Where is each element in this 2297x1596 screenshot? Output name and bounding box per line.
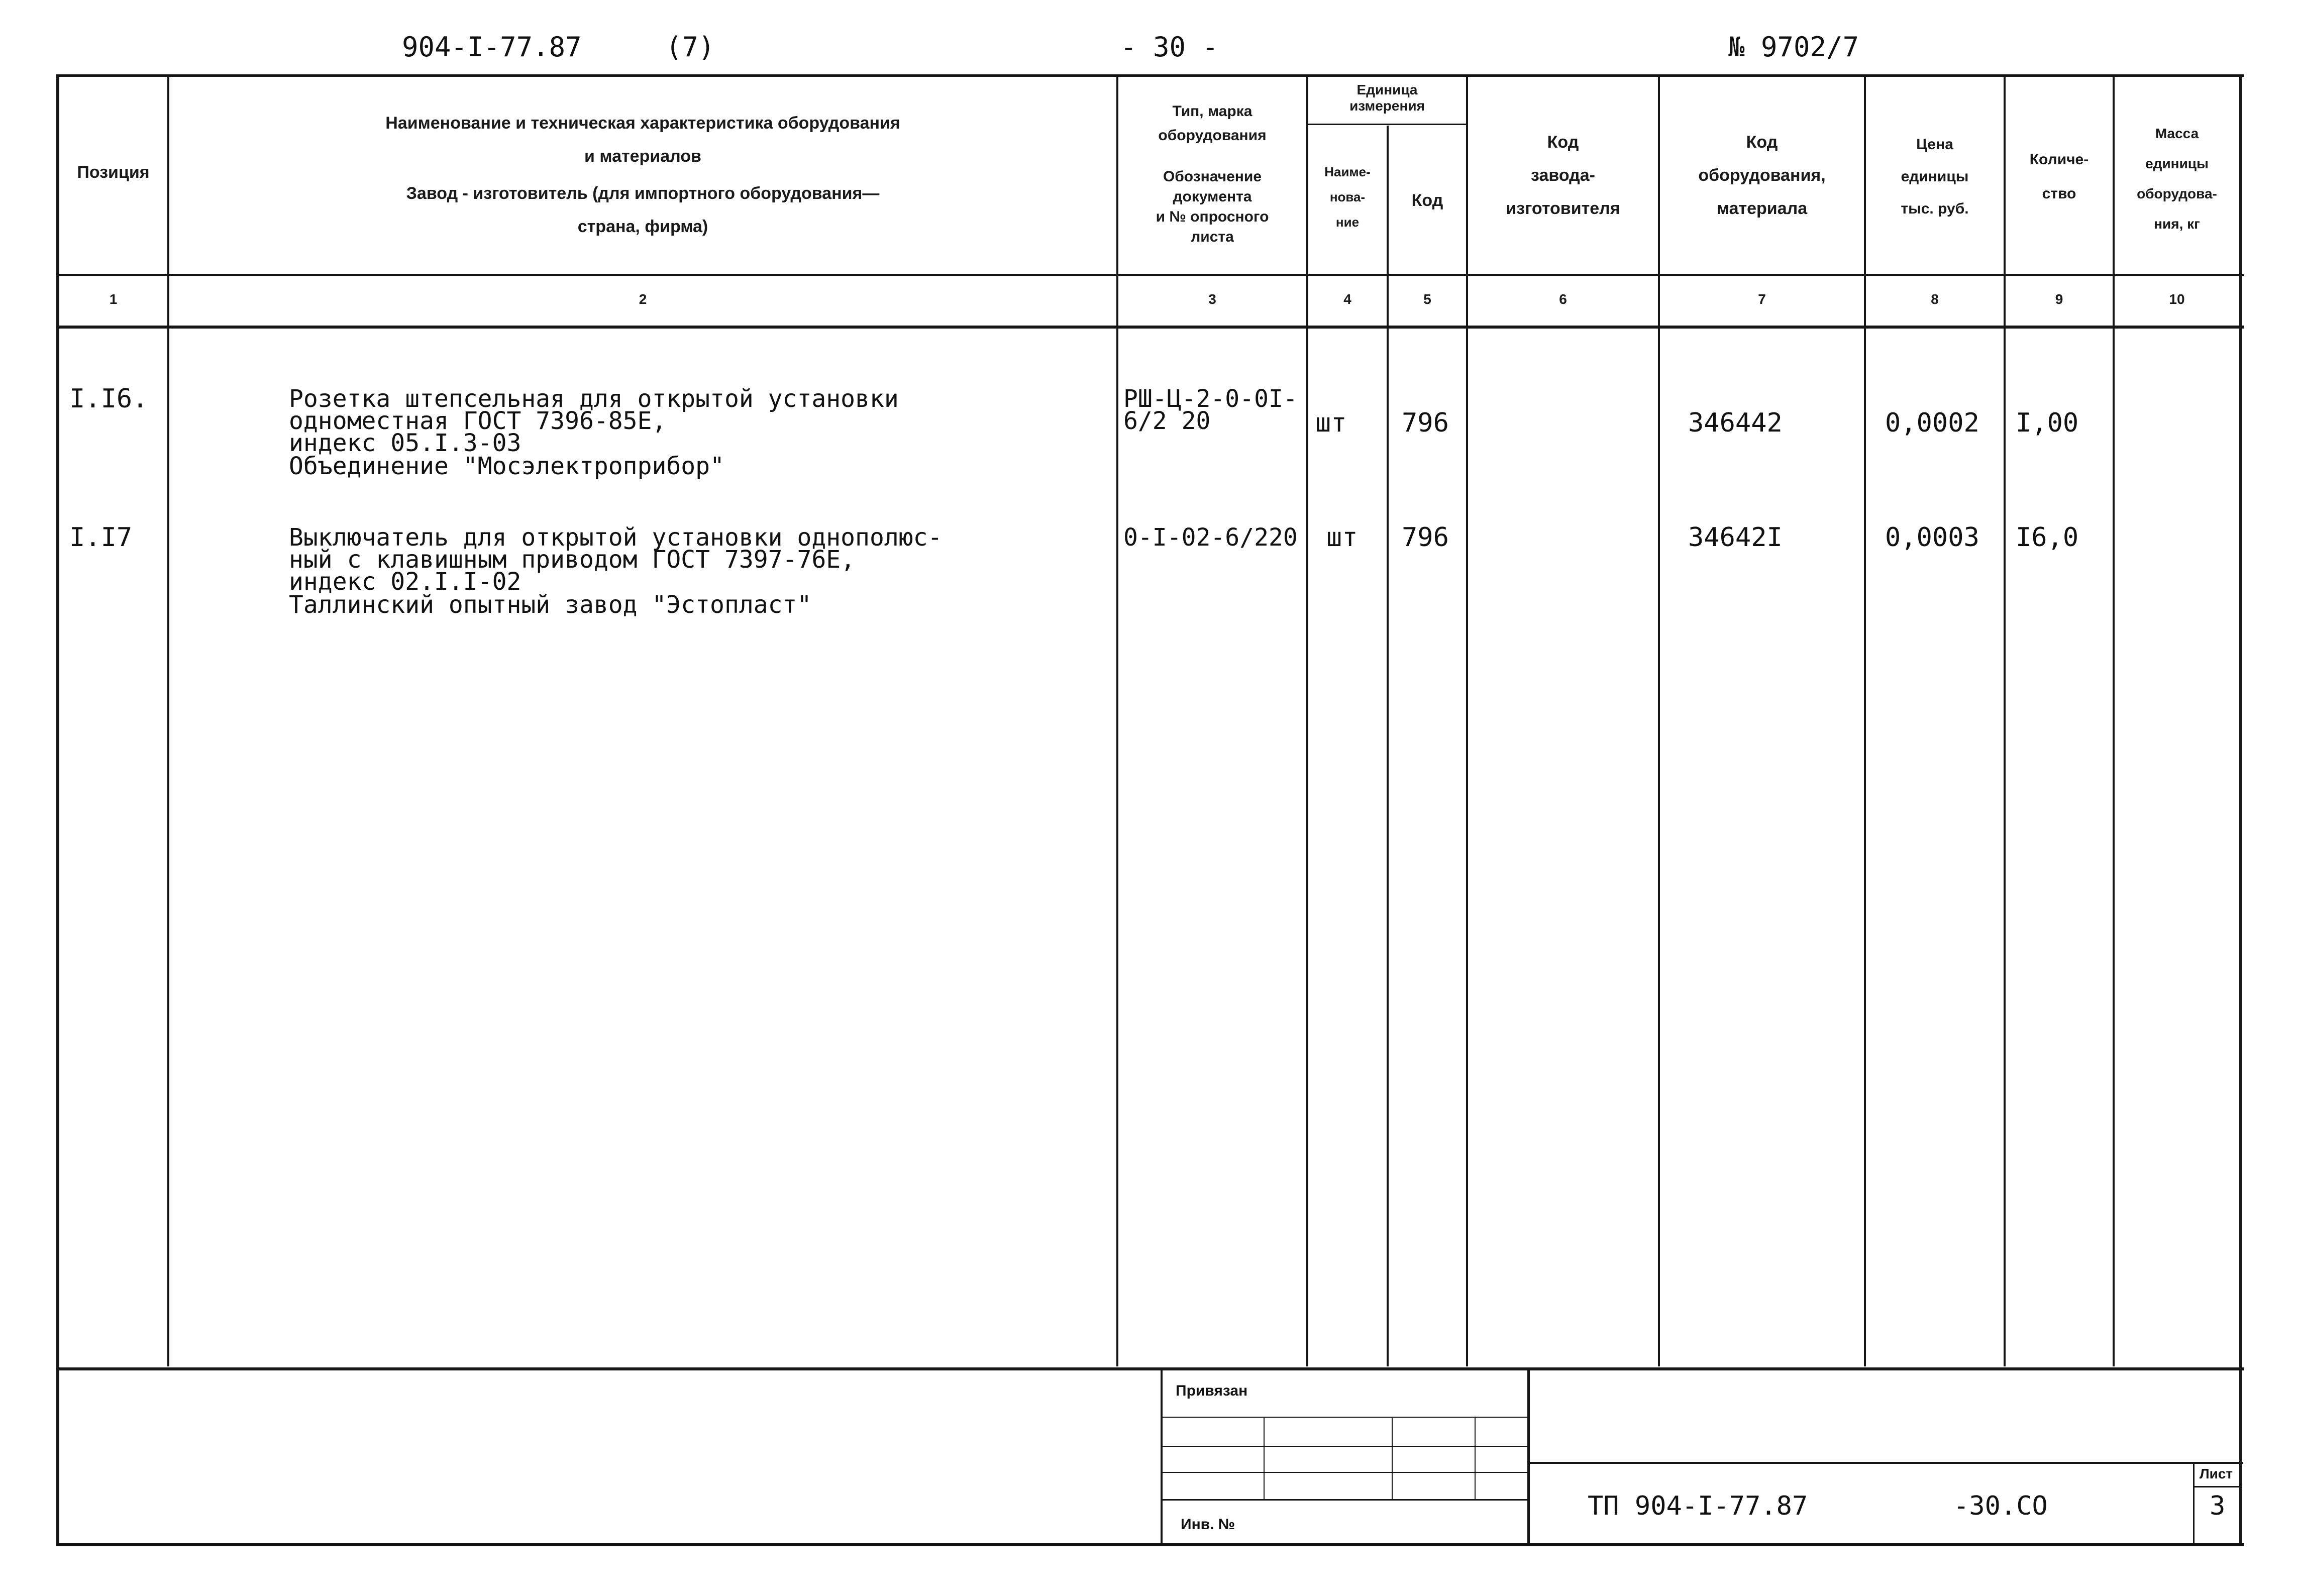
col-divider <box>1658 75 1660 1366</box>
col-divider <box>2113 75 2115 1366</box>
row-price: 0,0003 <box>1885 522 1979 553</box>
title-block-divider <box>1527 1462 2243 1464</box>
row-description-line: Объединение "Мосэлектроприбор" <box>289 452 724 480</box>
row-description-line: одноместная ГОСТ 7396-85Е, <box>289 407 667 435</box>
document-number: № 9702/7 <box>1728 31 1859 63</box>
table-right-border <box>2239 74 2242 1546</box>
row-description-line: индекс 02.I.I-02 <box>289 568 521 596</box>
col-unit-name-header-line1: Наиме- <box>1324 164 1371 179</box>
title-block-doc-code: ТП 904-I-77.87 <box>1588 1491 1808 1521</box>
col-price-header-line1: Цена <box>1916 136 1953 153</box>
col-number: 5 <box>1423 291 1431 307</box>
table-bottom-border <box>56 1543 2244 1546</box>
col-number: 8 <box>1931 291 1939 307</box>
col-name-header-line3: Завод - изготовитель (для импортного оборудования— <box>406 184 880 203</box>
row-quantity: I6,0 <box>2016 522 2079 553</box>
stamp-right-border <box>1527 1367 1530 1544</box>
row-description-line: ный с клавишным приводом ГОСТ 7397-76Е, <box>289 546 856 574</box>
sheet-box-border <box>2193 1463 2195 1543</box>
row-unit-code: 796 <box>1402 408 1449 438</box>
unit-group-header-line1: Единица <box>1356 82 1418 97</box>
stamp-left-border <box>1161 1367 1163 1544</box>
col-divider <box>167 75 169 1366</box>
stamp-grid-line <box>1475 1418 1476 1499</box>
page-number: - 30 - <box>1120 31 1219 63</box>
col-type-header-line5: и № опросного <box>1156 208 1269 225</box>
footer-top-border <box>56 1367 2244 1370</box>
col-number: 3 <box>1208 291 1216 307</box>
stamp-grid-line <box>1163 1446 1527 1447</box>
stamp-grid-line <box>1163 1472 1527 1473</box>
col-factory-code-header-line1: Код <box>1547 133 1579 152</box>
inventory-number-label: Инв. № <box>1181 1516 1235 1533</box>
row-type-line: РШ-Ц-2-0-0I- <box>1123 385 1298 413</box>
col-number: 4 <box>1343 291 1351 307</box>
col-number: 10 <box>2169 291 2185 307</box>
col-divider <box>1466 75 1468 1366</box>
col-divider <box>1306 75 1308 1366</box>
document-part: (7) <box>666 31 715 63</box>
col-mass-header-line1: Масса <box>2155 126 2199 141</box>
stamp-grid-line <box>1163 1499 1527 1501</box>
stamp-grid-line <box>1163 1417 1527 1418</box>
row-description-line: индекс 05.I.3-03 <box>289 429 521 457</box>
row-unit-name: шт <box>1326 522 1358 553</box>
col-type-header-line2: оборудования <box>1158 127 1267 144</box>
document-code: 904-I-77.87 <box>402 31 582 63</box>
row-type-line: 6/2 20 <box>1123 407 1211 435</box>
row-unit-name: шт <box>1315 408 1347 438</box>
col-type-header-line1: Тип, марка <box>1172 103 1252 120</box>
col-type-header-line6: листа <box>1191 229 1234 245</box>
col-mass-header-line3: оборудова- <box>2137 186 2217 201</box>
unit-group-divider <box>1306 124 1467 125</box>
row-quantity: I,00 <box>2016 408 2079 438</box>
stamp-grid-line <box>1392 1418 1393 1499</box>
col-divider <box>2004 75 2006 1366</box>
col-name-header-line2: и материалов <box>584 147 701 166</box>
col-price-header-line2: единицы <box>1901 168 1969 185</box>
row-position: I.I7 <box>69 522 133 553</box>
row-equipment-code: 346442 <box>1688 408 1783 438</box>
row-equipment-code: 34642I <box>1688 522 1783 553</box>
row-unit-code: 796 <box>1402 522 1449 553</box>
col-number: 6 <box>1559 291 1567 307</box>
col-factory-code-header-line3: изготовителя <box>1506 199 1620 218</box>
col-divider <box>1116 75 1118 1366</box>
row-position: I.I6. <box>69 384 148 414</box>
sheet-box-divider <box>2193 1486 2241 1487</box>
col-number: 7 <box>1758 291 1766 307</box>
row-description-line: Розетка штепсельная для открытой установки <box>289 385 899 413</box>
col-quantity-header-line1: Количе- <box>2029 151 2089 168</box>
col-quantity-header-line2: ство <box>2042 185 2076 202</box>
title-block-doc-suffix: -30.CO <box>1953 1491 2048 1521</box>
bound-label: Привязан <box>1176 1382 1248 1399</box>
row-type-line: 0-I-02-6/220 <box>1123 523 1298 552</box>
header-divider <box>56 274 2244 276</box>
unit-group-header-line2: измерения <box>1349 98 1425 114</box>
row-description-line: Таллинский опытный завод "Эстопласт" <box>289 591 812 619</box>
row-price: 0,0002 <box>1885 408 1979 438</box>
col-number: 9 <box>2055 291 2063 307</box>
col-number: 1 <box>109 291 118 307</box>
stamp-grid-line <box>1264 1418 1265 1499</box>
sheet-number: 3 <box>2210 1491 2226 1521</box>
col-factory-code-header-line2: завода- <box>1531 166 1595 185</box>
col-unit-code-header: Код <box>1411 191 1443 210</box>
col-unit-name-header-line2: нова- <box>1329 189 1366 204</box>
col-mass-header-line2: единицы <box>2145 156 2209 171</box>
col-unit-name-header-line3: ние <box>1335 215 1360 230</box>
col-name-header-line4: страна, фирма) <box>577 217 708 236</box>
sheet-label: Лист <box>2200 1466 2233 1481</box>
col-equipment-code-header-line3: материала <box>1716 199 1808 218</box>
col-name-header-line1: Наименование и техническая характеристика оборудования <box>385 114 900 133</box>
col-position-header: Позиция <box>77 163 150 182</box>
col-mass-header-line4: ния, кг <box>2154 216 2200 232</box>
col-price-header-line3: тыс. руб. <box>1901 200 1969 217</box>
col-type-header-line3: Обозначение <box>1163 168 1262 185</box>
col-divider <box>1864 75 1866 1366</box>
col-divider <box>1387 126 1389 1366</box>
numbers-divider <box>56 326 2244 329</box>
col-type-header-line4: документа <box>1173 188 1252 205</box>
col-equipment-code-header-line2: оборудования, <box>1698 166 1826 185</box>
table-top-border <box>56 74 2244 77</box>
col-equipment-code-header-line1: Код <box>1746 133 1778 152</box>
col-number: 2 <box>639 291 647 307</box>
row-description-line: Выключатель для открытой установки однополюс- <box>289 523 943 552</box>
